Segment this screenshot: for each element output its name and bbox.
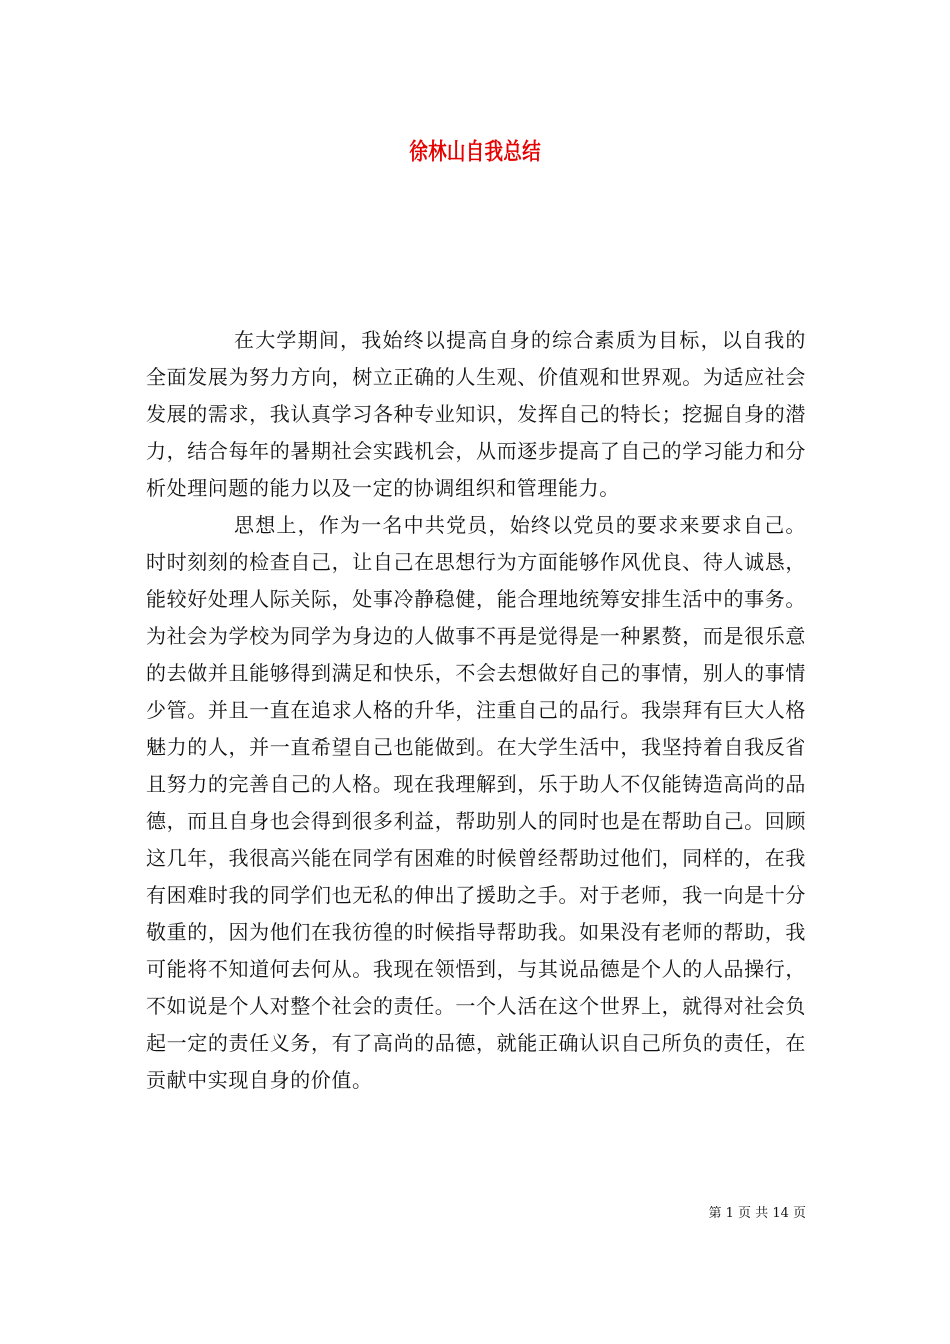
page-number-footer: 第 1 页 共 14 页 [708,1206,806,1221]
document-title: 徐林山自我总结 [409,139,541,165]
paragraph-2: 思想上，作为一名中共党员，始终以党员的要求来要求自己。时时刻刻的检查自己，让自己在思想行为方面能够作风优良、待人诚恳，能较好处理人际关际，处事冷静稳健，能合理地统筹安排生活中的事务。为社会为学校为同学为身边的人做事不再是觉得是一种累赘，而是很乐意的去做并且能够得到满足和快乐，不会去想做好自己的事情，别人的事情少管。并且一直在追求人格的升华，注重自己的品行。我崇拜有巨大人格魅力的人，并一直希望自己也能做到。在大学生活中，我坚持着自我反省且努力的完善自己的人格。现在我理解到，乐于助人不仅能铸造高尚的品德，而且自身也会得到很多利益，帮助别人的同时也是在帮助自己。回顾这几年，我很高兴能在同学有困难的时候曾经帮助过他们，同样的，在我有困难时我的同学们也无私的伸出了援助之手。对于老师，我一向是十分敬重的，因为他们在我彷徨的时候指导帮助我。如果没有老师的帮助，我可能将不知道何去何从。我现在领悟到，与其说品德是个人的人品操行，不如说是个人对整个社会的责任。一个人活在这个世界上，就得对社会负起一定的责任义务，有了高尚的品德，就能正确认识自己所负的责任，在贡献中实现自身的价值。 [146,513,806,1092]
document-body [146,322,806,1099]
paragraph-1: 在大学期间，我始终以提高自身的综合素质为目标，以自我的全面发展为努力方向，树立正确的人生观、价值观和世界观。为适应社会发展的需求，我认真学习各种专业知识，发挥自己的特长；挖掘自身的潜力，结合每年的暑期社会实践机会，从而逐步提高了自己的学习能力和分析处理问题的能力以及一定的协调组织和管理能力。 [146,328,806,500]
